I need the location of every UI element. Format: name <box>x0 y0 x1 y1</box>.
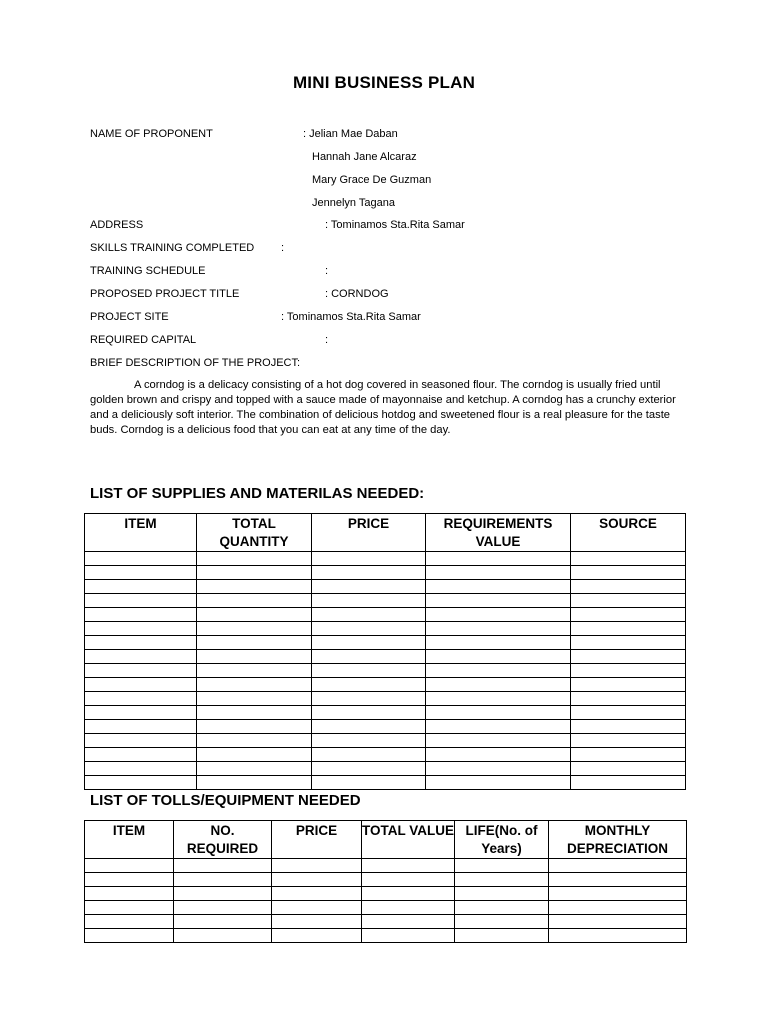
tools-table-cell[interactable] <box>549 901 687 915</box>
supplies-table-row <box>85 734 686 748</box>
supplies-table-cell[interactable] <box>426 776 571 790</box>
supplies-table-cell[interactable] <box>85 664 197 678</box>
supplies-header-requirements-value: REQUIREMENTS VALUE <box>426 514 571 552</box>
tools-table-cell[interactable] <box>174 915 272 929</box>
tools-table-cell[interactable] <box>85 915 174 929</box>
supplies-header-total-quantity: TOTAL QUANTITY <box>197 514 312 552</box>
supplies-table-cell[interactable] <box>571 678 686 692</box>
supplies-table-cell[interactable] <box>197 636 312 650</box>
supplies-table-cell[interactable] <box>426 594 571 608</box>
supplies-table-cell[interactable] <box>571 734 686 748</box>
supplies-table-cell[interactable] <box>571 650 686 664</box>
supplies-table-cell[interactable] <box>426 762 571 776</box>
supplies-table-cell[interactable] <box>312 622 426 636</box>
document-title: MINI BUSINESS PLAN <box>292 73 476 92</box>
supplies-table-cell[interactable] <box>85 762 197 776</box>
supplies-table-cell[interactable] <box>85 650 197 664</box>
tools-header-total-value: TOTAL VALUE <box>362 821 455 859</box>
supplies-table-cell[interactable] <box>312 552 426 566</box>
supplies-table-row <box>85 580 686 594</box>
supplies-table-cell[interactable] <box>571 720 686 734</box>
address-value: : Tominamos Sta.Rita Samar <box>325 219 465 231</box>
supplies-table-cell[interactable] <box>426 678 571 692</box>
tools-table-cell[interactable] <box>85 873 174 887</box>
tools-table-cell[interactable] <box>362 929 455 943</box>
supplies-table-cell[interactable] <box>312 650 426 664</box>
supplies-table-cell[interactable] <box>312 664 426 678</box>
tools-table-cell[interactable] <box>174 887 272 901</box>
tools-table-cell[interactable] <box>272 859 362 873</box>
tools-table-cell[interactable] <box>362 901 455 915</box>
tools-table-cell[interactable] <box>362 873 455 887</box>
tools-title: LIST OF TOLLS/EQUIPMENT NEEDED <box>90 792 361 809</box>
tools-table <box>84 820 687 943</box>
project-site-label: PROJECT SITE <box>90 311 169 323</box>
description-text: A corndog is a delicacy consisting of a hot dog covered in seasoned flour. The corndog is usually fried until golden brown and crispy and topped with a sauce made of mayonnaise and ketchup. A corndog has a crunchy exterior and a deliciously soft interior. The combination of delicious hotdog and sweetened flour is a real pleasure for the taste buds. Corndog is a delicious food that you can eat at any time of the day. <box>90 379 676 436</box>
proponent-name-4: Jennelyn Tagana <box>312 197 395 209</box>
supplies-table-cell[interactable] <box>312 608 426 622</box>
supplies-table-cell[interactable] <box>426 720 571 734</box>
tools-table-row <box>85 901 687 915</box>
tools-table-row <box>85 929 687 943</box>
supplies-table-row <box>85 776 686 790</box>
tools-header-no-required: NO. REQUIRED <box>174 821 272 859</box>
supplies-table-cell[interactable] <box>312 580 426 594</box>
tools-table-row <box>85 915 687 929</box>
proponent-label: NAME OF PROPONENT <box>90 128 213 140</box>
supplies-table-cell[interactable] <box>85 622 197 636</box>
skills-value: : <box>281 242 285 254</box>
supplies-table-cell[interactable] <box>197 552 312 566</box>
supplies-table-cell[interactable] <box>312 566 426 580</box>
tools-table-cell[interactable] <box>272 887 362 901</box>
tools-table-cell[interactable] <box>174 929 272 943</box>
supplies-header-item: ITEM <box>85 514 197 552</box>
supplies-table-cell[interactable] <box>312 776 426 790</box>
supplies-table-row <box>85 594 686 608</box>
supplies-table-cell[interactable] <box>426 734 571 748</box>
supplies-table-cell[interactable] <box>85 734 197 748</box>
supplies-table-cell[interactable] <box>571 622 686 636</box>
tools-table-cell[interactable] <box>85 901 174 915</box>
tools-table-cell[interactable] <box>455 873 549 887</box>
supplies-table-row <box>85 622 686 636</box>
tools-table-cell[interactable] <box>455 915 549 929</box>
supplies-table-cell[interactable] <box>312 762 426 776</box>
supplies-table-cell[interactable] <box>85 776 197 790</box>
supplies-table-cell[interactable] <box>571 636 686 650</box>
project-site-value: : Tominamos Sta.Rita Samar <box>281 311 421 323</box>
tools-table-cell[interactable] <box>85 887 174 901</box>
tools-table-cell[interactable] <box>272 901 362 915</box>
supplies-table-cell[interactable] <box>312 748 426 762</box>
supplies-table <box>84 513 686 790</box>
supplies-table-cell[interactable] <box>312 678 426 692</box>
supplies-title: LIST OF SUPPLIES AND MATERILAS NEEDED: <box>90 485 425 502</box>
supplies-table-cell[interactable] <box>85 580 197 594</box>
skills-label: SKILLS TRAINING COMPLETED <box>90 242 255 254</box>
supplies-table-cell[interactable] <box>426 552 571 566</box>
supplies-table-cell[interactable] <box>571 706 686 720</box>
tools-header-item: ITEM <box>85 821 174 859</box>
supplies-table-cell[interactable] <box>571 748 686 762</box>
tools-table-cell[interactable] <box>174 901 272 915</box>
tools-header-price: PRICE <box>272 821 362 859</box>
supplies-table-cell[interactable] <box>312 692 426 706</box>
tools-table-cell[interactable] <box>362 887 455 901</box>
supplies-header-row <box>85 514 686 552</box>
supplies-table-row <box>85 636 686 650</box>
supplies-table-cell[interactable] <box>85 594 197 608</box>
supplies-table-cell[interactable] <box>312 594 426 608</box>
tools-table-cell[interactable] <box>455 859 549 873</box>
supplies-table-cell[interactable] <box>571 776 686 790</box>
supplies-table-cell[interactable] <box>197 608 312 622</box>
schedule-value: : <box>325 265 329 277</box>
supplies-table-cell[interactable] <box>312 734 426 748</box>
tools-table-cell[interactable] <box>174 873 272 887</box>
tools-table-cell[interactable] <box>174 859 272 873</box>
supplies-table-cell[interactable] <box>85 552 197 566</box>
supplies-table-row <box>85 650 686 664</box>
supplies-table-cell[interactable] <box>426 608 571 622</box>
supplies-table-cell[interactable] <box>197 622 312 636</box>
supplies-table-cell[interactable] <box>197 706 312 720</box>
supplies-table-cell[interactable] <box>426 650 571 664</box>
supplies-table-row <box>85 664 686 678</box>
supplies-table-row <box>85 748 686 762</box>
supplies-table-cell[interactable] <box>197 720 312 734</box>
supplies-table-cell[interactable] <box>85 636 197 650</box>
supplies-table-cell[interactable] <box>85 692 197 706</box>
supplies-table-cell[interactable] <box>197 776 312 790</box>
supplies-table-cell[interactable] <box>571 692 686 706</box>
tools-table-cell[interactable] <box>272 915 362 929</box>
supplies-table-row <box>85 706 686 720</box>
supplies-table-cell[interactable] <box>426 692 571 706</box>
proponent-value: : Jelian Mae Daban <box>303 128 398 140</box>
project-title-label: PROPOSED PROJECT TITLE <box>90 288 240 300</box>
supplies-table-cell[interactable] <box>197 748 312 762</box>
supplies-table-cell[interactable] <box>85 720 197 734</box>
supplies-table-cell[interactable] <box>197 566 312 580</box>
tools-header-row <box>85 821 687 859</box>
supplies-table-cell[interactable] <box>197 664 312 678</box>
supplies-table-cell[interactable] <box>571 664 686 678</box>
tools-table-cell[interactable] <box>549 859 687 873</box>
supplies-table-cell[interactable] <box>571 580 686 594</box>
supplies-table-row <box>85 566 686 580</box>
supplies-table-row <box>85 608 686 622</box>
capital-value: : <box>325 334 329 346</box>
tools-table-cell[interactable] <box>272 873 362 887</box>
supplies-table-cell[interactable] <box>571 762 686 776</box>
supplies-table-cell[interactable] <box>85 608 197 622</box>
supplies-table-cell[interactable] <box>197 650 312 664</box>
tools-table-cell[interactable] <box>362 859 455 873</box>
proponent-name-3: Mary Grace De Guzman <box>312 174 432 186</box>
supplies-table-row <box>85 762 686 776</box>
supplies-table-row <box>85 692 686 706</box>
supplies-table-row <box>85 678 686 692</box>
tools-table-cell[interactable] <box>85 859 174 873</box>
supplies-table-cell[interactable] <box>426 706 571 720</box>
tools-header-life: LIFE(No. of Years) <box>455 821 549 859</box>
capital-label: REQUIRED CAPITAL <box>90 334 197 346</box>
supplies-table-cell[interactable] <box>312 706 426 720</box>
supplies-table-cell[interactable] <box>426 748 571 762</box>
supplies-table-cell[interactable] <box>197 594 312 608</box>
address-label: ADDRESS <box>90 219 144 231</box>
description-label: BRIEF DESCRIPTION OF THE PROJECT: <box>90 357 301 369</box>
proponent-name-2: Hannah Jane Alcaraz <box>312 151 417 163</box>
tools-table-cell[interactable] <box>455 901 549 915</box>
supplies-table-cell[interactable] <box>85 706 197 720</box>
supplies-table-row <box>85 720 686 734</box>
supplies-table-cell[interactable] <box>197 734 312 748</box>
supplies-table-cell[interactable] <box>571 566 686 580</box>
tools-table-row <box>85 887 687 901</box>
supplies-header-price: PRICE <box>312 514 426 552</box>
schedule-label: TRAINING SCHEDULE <box>90 265 206 277</box>
supplies-table-cell[interactable] <box>571 552 686 566</box>
supplies-table-cell[interactable] <box>426 566 571 580</box>
tools-table-cell[interactable] <box>549 873 687 887</box>
supplies-table-cell[interactable] <box>85 748 197 762</box>
tools-header-monthly-depreciation: MONTHLY DEPRECIATION <box>549 821 687 859</box>
tools-table-row <box>85 859 687 873</box>
tools-table-row <box>85 873 687 887</box>
supplies-table-cell[interactable] <box>426 622 571 636</box>
supplies-table-cell[interactable] <box>426 580 571 594</box>
supplies-table-cell[interactable] <box>312 636 426 650</box>
supplies-header-source: SOURCE <box>571 514 686 552</box>
tools-table-cell[interactable] <box>549 915 687 929</box>
supplies-table-cell[interactable] <box>85 678 197 692</box>
supplies-table-cell[interactable] <box>571 594 686 608</box>
tools-table-cell[interactable] <box>455 887 549 901</box>
supplies-table-row <box>85 552 686 566</box>
tools-table-cell[interactable] <box>272 929 362 943</box>
tools-table-cell[interactable] <box>549 929 687 943</box>
tools-table-cell[interactable] <box>85 929 174 943</box>
supplies-table-cell[interactable] <box>426 664 571 678</box>
tools-table-cell[interactable] <box>455 929 549 943</box>
supplies-table-cell[interactable] <box>197 580 312 594</box>
supplies-table-cell[interactable] <box>197 762 312 776</box>
tools-table-cell[interactable] <box>549 887 687 901</box>
supplies-table-cell[interactable] <box>197 692 312 706</box>
tools-table-cell[interactable] <box>362 915 455 929</box>
supplies-table-cell[interactable] <box>426 636 571 650</box>
supplies-table-cell[interactable] <box>312 720 426 734</box>
supplies-table-cell[interactable] <box>571 608 686 622</box>
supplies-table-cell[interactable] <box>85 566 197 580</box>
project-title-value: : CORNDOG <box>325 288 389 300</box>
supplies-table-cell[interactable] <box>197 678 312 692</box>
